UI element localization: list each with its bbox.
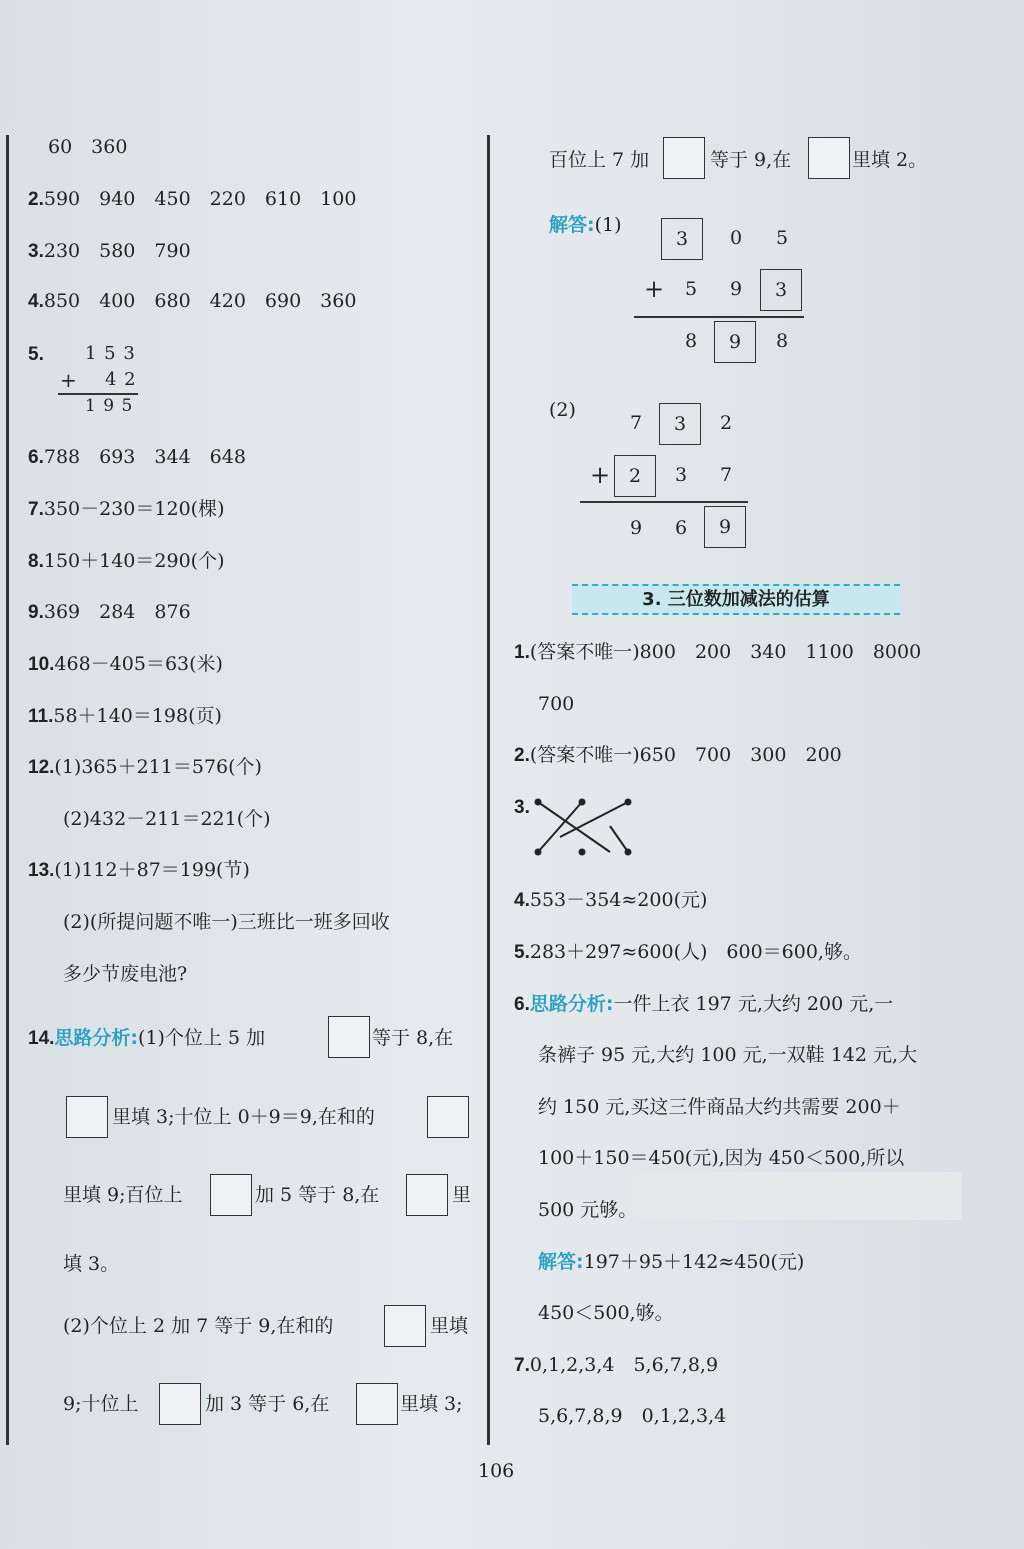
match-dot <box>579 849 586 856</box>
item-text: 283＋297≈600(人) 600＝600,够。 <box>529 941 862 963</box>
digit: 6 <box>674 517 688 539</box>
q-6-conclusion: 450＜500,够。 <box>538 1302 674 1324</box>
item-number: 4. <box>514 890 530 911</box>
item-text: 369 284 876 <box>43 601 191 623</box>
item-text: (答案不唯一)800 200 340 1100 8000 <box>529 641 922 663</box>
digit: 3 <box>674 464 688 486</box>
item-14-text: 里填 3; <box>400 1393 463 1415</box>
vertical-addend-2: 4 2 <box>105 369 137 390</box>
item-14-text: 里填 3;十位上 0＋9＝9,在和的 <box>112 1106 375 1128</box>
answer-part: (1) <box>594 214 622 236</box>
plus-sign: + <box>643 275 665 303</box>
item-number: 9. <box>28 602 44 623</box>
filled-box-digit: 9 <box>704 506 746 548</box>
sum-line <box>634 316 804 318</box>
sum-line <box>580 501 748 503</box>
continued-text: 百位上 7 加 <box>549 149 650 171</box>
item-text: 350－230＝120(棵) <box>43 498 225 520</box>
q-6 <box>514 992 893 1017</box>
answer-box <box>808 137 850 179</box>
matching-lines-diagram <box>530 792 640 862</box>
item-number: 2. <box>28 189 44 210</box>
item-number: 3. <box>28 241 44 262</box>
match-line <box>538 802 610 852</box>
digit: 8 <box>684 330 698 352</box>
item-text: 468－405＝63(米) <box>54 653 223 675</box>
answer-box <box>663 137 705 179</box>
item-number: 10. <box>28 654 55 675</box>
item-number: 4. <box>28 291 44 312</box>
item-text: 553－354≈200(元) <box>529 889 708 911</box>
item-4 <box>28 289 356 314</box>
item-2 <box>28 187 356 212</box>
q-1 <box>514 640 921 665</box>
item-6 <box>28 445 246 470</box>
blank-patch <box>634 1172 962 1220</box>
q-7 <box>514 1353 718 1378</box>
item-13 <box>28 858 250 883</box>
digit: 9 <box>729 278 743 300</box>
digit: 0 <box>729 227 743 249</box>
continued-text: 里填 2。 <box>852 149 928 171</box>
page-number: 106 <box>478 1460 515 1482</box>
q-7-line-2: 5,6,7,8,9 0,1,2,3,4 <box>538 1405 727 1427</box>
item-text: (答案不唯一)650 700 300 200 <box>529 744 842 766</box>
q-3 <box>514 795 530 820</box>
item-9 <box>28 600 191 625</box>
plus-sign: + <box>589 461 611 489</box>
item-14-text: 里填 <box>430 1315 469 1337</box>
item-14-text: 9;十位上 <box>63 1393 139 1415</box>
item-text: 590 940 450 220 610 100 <box>43 188 357 210</box>
item-14-text: 填 3。 <box>63 1253 120 1275</box>
q-6-answer <box>538 1250 804 1274</box>
answer-box <box>210 1174 252 1216</box>
answer-box <box>427 1096 469 1138</box>
item-text: 230 580 790 <box>43 240 191 262</box>
answer-label: 解答: <box>538 1251 584 1273</box>
answer-box <box>406 1174 448 1216</box>
item-number: 13. <box>28 860 55 881</box>
item-number: 1. <box>514 642 530 663</box>
filled-box-digit: 3 <box>661 218 703 260</box>
answer-box <box>159 1383 201 1425</box>
item-13-part-2: (2)(所提问题不唯一)三班比一班多回收 <box>63 911 390 933</box>
item-text: (1)个位上 5 加 <box>138 1027 266 1049</box>
item-text: (1)112＋87＝199(节) <box>54 859 250 881</box>
item-7 <box>28 497 224 522</box>
q-5 <box>514 940 862 965</box>
filled-box-digit: 2 <box>614 455 656 497</box>
q-1-continued: 700 <box>538 693 575 715</box>
item-number: 8. <box>28 551 44 572</box>
analysis-label: 思路分析: <box>54 1027 139 1049</box>
answer-2-label: (2) <box>549 399 576 421</box>
answer-1 <box>549 213 622 237</box>
digit: 5 <box>775 227 789 249</box>
answer-box <box>328 1016 370 1058</box>
item-8 <box>28 549 224 574</box>
item-14 <box>28 1026 265 1051</box>
item-3 <box>28 239 191 264</box>
item-number: 12. <box>28 757 55 778</box>
item-number: 5. <box>28 344 44 365</box>
item-14-text: 等于 8,在 <box>372 1027 454 1049</box>
match-dot <box>579 799 586 806</box>
match-line-hidden <box>560 837 582 852</box>
item-number: 3. <box>514 797 530 818</box>
q-6-line: 100＋150＝450(元),因为 450＜500,所以 <box>538 1147 905 1169</box>
item-number: 6. <box>514 994 530 1015</box>
item-12-part-2: (2)432－211＝221(个) <box>63 808 271 830</box>
match-line <box>610 826 628 852</box>
item-12 <box>28 755 262 780</box>
item-number: 7. <box>514 1355 530 1376</box>
item-text: 850 400 680 420 690 360 <box>43 290 357 312</box>
plus-sign: + <box>60 368 77 392</box>
continued-text: 等于 9,在 <box>710 149 792 171</box>
item-number: 14. <box>28 1028 55 1049</box>
item-text: 58＋140＝198(页) <box>53 705 222 727</box>
item-14-text: 里 <box>452 1184 472 1206</box>
item-11 <box>28 704 222 729</box>
section-title: 3. 三位数加减法的估算 <box>572 584 900 615</box>
answer-box <box>356 1383 398 1425</box>
digit: 5 <box>684 278 698 300</box>
item-10 <box>28 652 223 677</box>
q-6-line: 约 150 元,买这三件商品大约共需要 200＋ <box>538 1096 901 1118</box>
answer-box <box>384 1305 426 1347</box>
item-text: 0,1,2,3,4 5,6,7,8,9 <box>529 1354 719 1376</box>
filled-box-digit: 9 <box>714 321 756 363</box>
item-number: 5. <box>514 942 530 963</box>
item-number: 7. <box>28 499 44 520</box>
item-text: 788 693 344 648 <box>43 446 246 468</box>
item-text: 一件上衣 197 元,大约 200 元,一 <box>613 993 894 1015</box>
answer-text: 197＋95＋142≈450(元) <box>583 1251 805 1273</box>
digit: 7 <box>629 412 643 434</box>
item-text: (1)365＋211＝576(个) <box>54 756 262 778</box>
analysis-label: 思路分析: <box>529 993 614 1015</box>
item-14-text: (2)个位上 2 加 7 等于 9,在和的 <box>63 1315 334 1337</box>
item-number: 2. <box>514 745 530 766</box>
digit: 8 <box>775 330 789 352</box>
q-6-line: 500 元够。 <box>538 1199 638 1221</box>
q-2 <box>514 743 842 768</box>
match-line <box>560 802 628 837</box>
digit: 7 <box>719 464 733 486</box>
answer-box <box>66 1096 108 1138</box>
left-margin-rule <box>6 135 9 1445</box>
match-dot <box>625 799 632 806</box>
item-number: 6. <box>28 447 44 468</box>
vertical-sum: 1 9 5 <box>85 396 134 416</box>
item-13-part-3: 多少节废电池? <box>63 963 188 985</box>
item-14-text: 加 3 等于 6,在 <box>205 1393 330 1415</box>
item-5 <box>28 342 44 367</box>
column-divider <box>487 135 490 1445</box>
line-60-360: 60 360 <box>48 136 128 158</box>
digit: 2 <box>719 412 733 434</box>
item-14-text: 里填 9;百位上 <box>63 1184 183 1206</box>
filled-box-digit: 3 <box>659 403 701 445</box>
match-dot <box>625 849 632 856</box>
digit: 9 <box>629 517 643 539</box>
q-4 <box>514 888 707 913</box>
item-text: 150＋140＝290(个) <box>43 550 225 572</box>
vertical-addend-1: 1 5 3 <box>85 343 136 364</box>
filled-box-digit: 3 <box>760 269 802 311</box>
match-dot <box>535 799 542 806</box>
item-14-text: 加 5 等于 8,在 <box>255 1184 380 1206</box>
answer-label: 解答: <box>549 214 595 236</box>
q-6-line: 条裤子 95 元,大约 100 元,一双鞋 142 元,大 <box>538 1044 918 1066</box>
match-dot <box>535 849 542 856</box>
item-number: 11. <box>28 706 54 727</box>
